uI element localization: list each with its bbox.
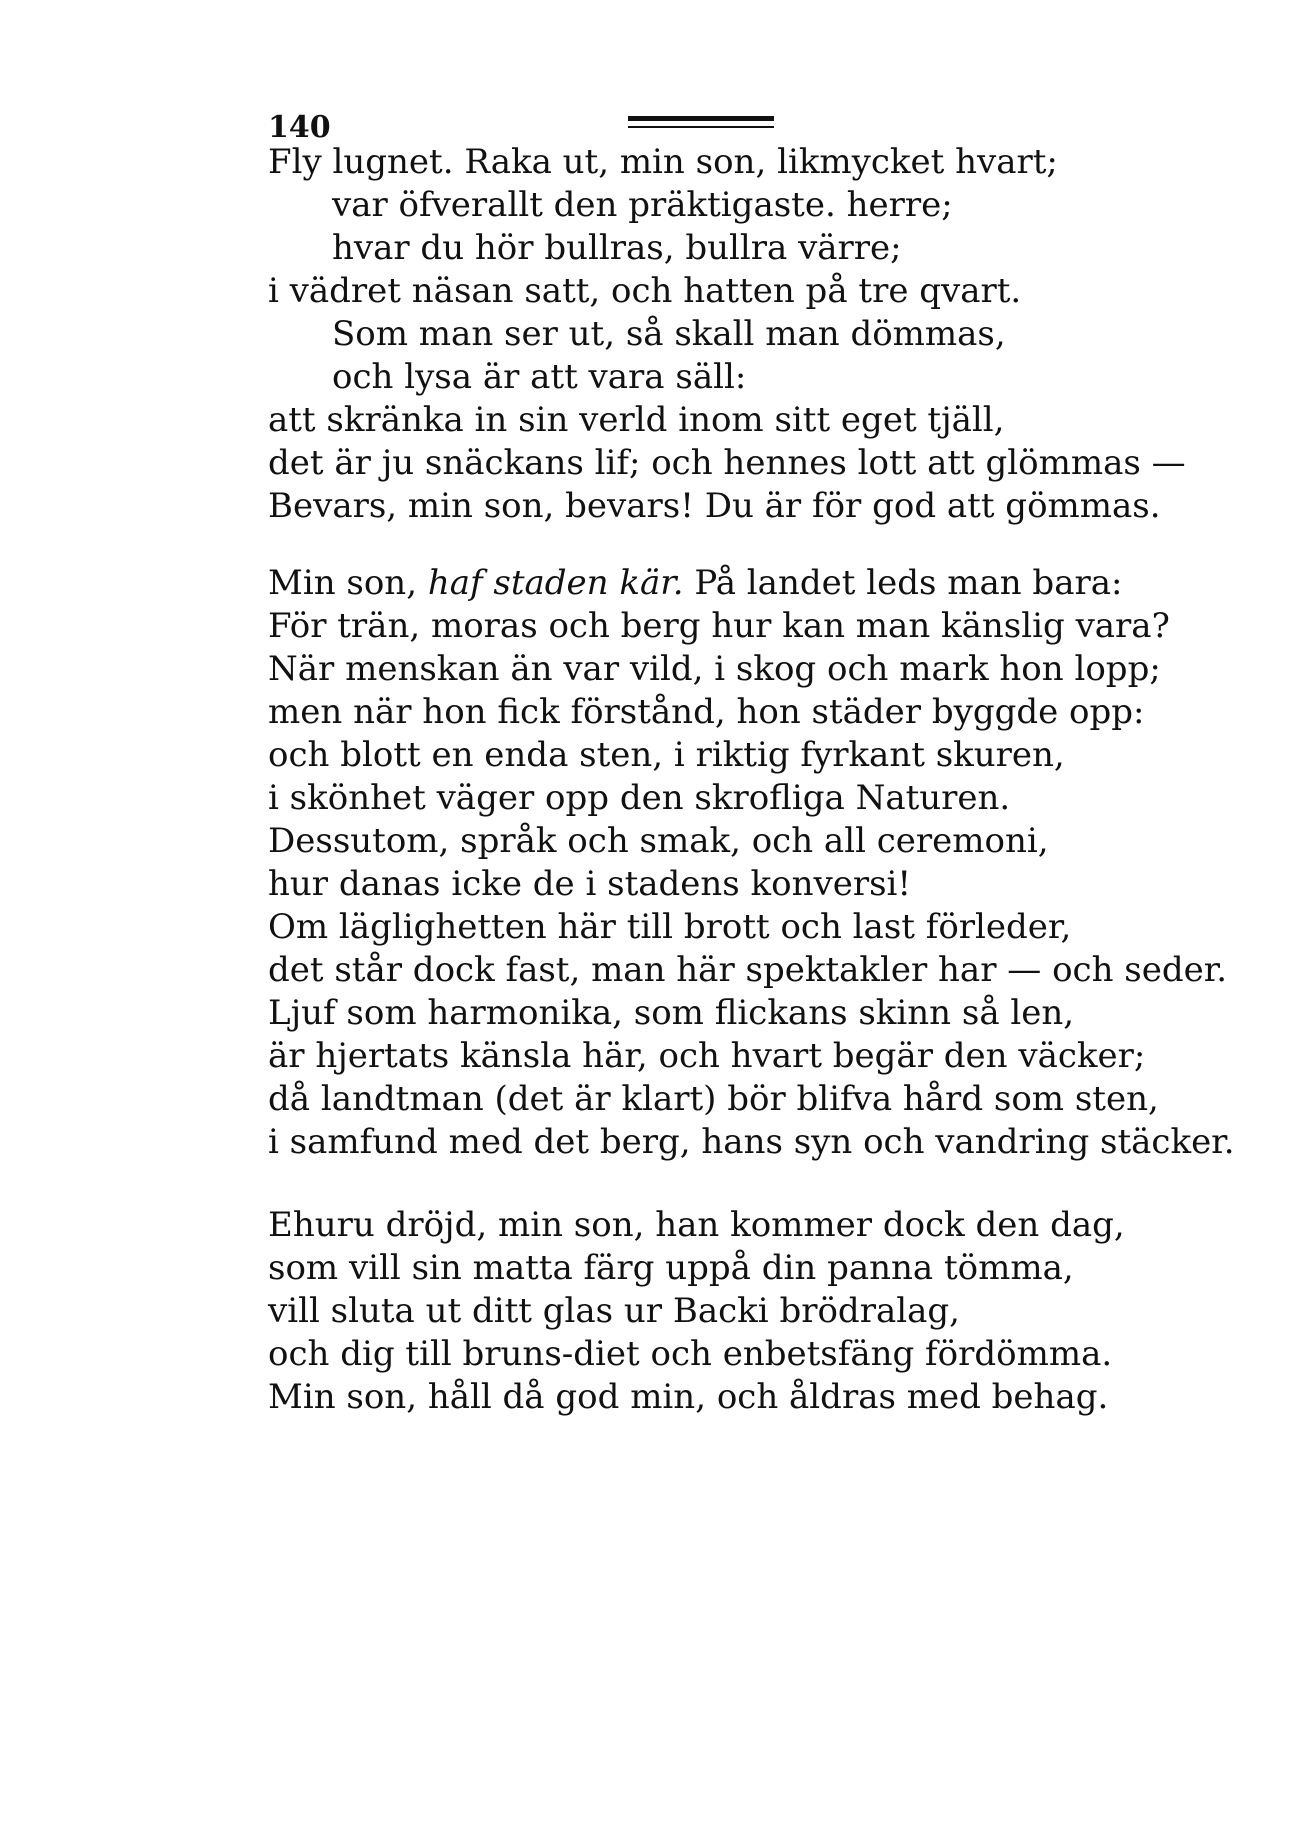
verse-line	[268, 561, 1122, 605]
verse-text: På landet leds man bara:	[683, 563, 1123, 603]
verse-line: det står dock fast, man här spektakler har — och seder.	[268, 950, 1228, 990]
verse-text: Min son,	[268, 563, 428, 603]
header-rule	[628, 116, 774, 121]
verse-line: För trän, moras och berg hur kan man känslig vara?	[268, 606, 1170, 646]
verse-line: var öfverallt den präktigaste. herre;	[332, 185, 953, 225]
verse-italic-text: haf staden kär.	[427, 563, 684, 603]
verse-line: som vill sin matta färg uppå din panna tömma,	[268, 1248, 1074, 1288]
verse-line: Om läglighetten här till brott och last förleder,	[268, 907, 1072, 947]
verse-line: Ehuru dröjd, min son, han kommer dock den dag,	[268, 1205, 1125, 1245]
verse-line: det är ju snäckans lif; och hennes lott att glömmas —	[268, 443, 1186, 483]
verse-line: Ljuf som harmonika, som flickans skinn så len,	[268, 993, 1075, 1033]
verse-line: Dessutom, språk och smak, och all ceremoni,	[268, 821, 1049, 861]
verse-line: vill sluta ut ditt glas ur Backi brödralag,	[268, 1291, 960, 1331]
verse-line: Fly lugnet. Raka ut, min son, likmycket hvart;	[268, 142, 1058, 182]
verse-line: När menskan än var vild, i skog och mark hon lopp;	[268, 649, 1161, 689]
verse-line: är hjertats känsla här, och hvart begär den väcker;	[268, 1036, 1146, 1076]
page-number: 140	[268, 110, 331, 145]
verse-line: Bevars, min son, bevars! Du är för god att gömmas.	[268, 486, 1161, 526]
verse-line: i samfund med det berg, hans syn och vandring stäcker.	[268, 1122, 1235, 1162]
verse-line: Som man ser ut, så skall man dömmas,	[332, 314, 1006, 354]
verse-line: då landtman (det är klart) bör blifva hård som sten,	[268, 1079, 1159, 1119]
verse-line: och blott en enda sten, i riktig fyrkant skuren,	[268, 735, 1065, 775]
verse-line: i skönhet väger opp den skrofliga Naturen.	[268, 778, 1011, 818]
verse-line: hur danas icke de i stadens konversi!	[268, 864, 912, 904]
verse-line: och lysa är att vara säll:	[332, 357, 747, 397]
verse-line: i vädret näsan satt, och hatten på tre qvart.	[268, 271, 1022, 311]
verse-line: Min son, håll då god min, och åldras med behag.	[268, 1377, 1109, 1417]
verse-line: men när hon fick förstånd, hon städer byggde opp:	[268, 692, 1145, 732]
verse-line: att skränka in sin verld inom sitt eget tjäll,	[268, 400, 1005, 440]
verse-line: och dig till bruns-diet och enbetsfäng fördömma.	[268, 1334, 1113, 1374]
verse-line: hvar du hör bullras, bullra värre;	[332, 228, 902, 268]
